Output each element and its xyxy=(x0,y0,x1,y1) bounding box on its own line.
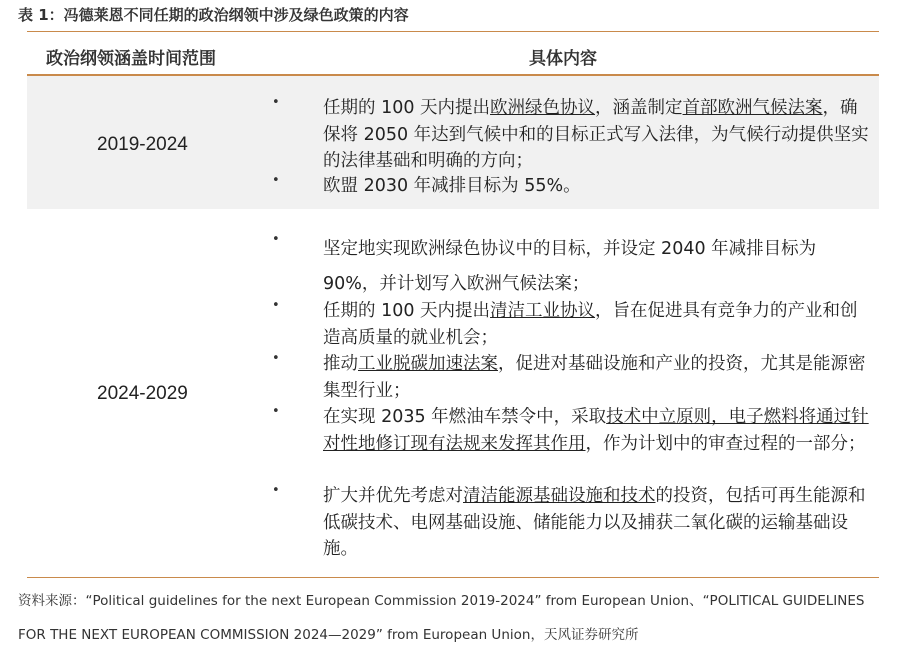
bullet: • xyxy=(272,351,280,366)
table-caption: 表 1：冯德莱恩不同任期的政治纲领中涉及绿色政策的内容 xyxy=(18,6,409,24)
bottom-rule xyxy=(27,577,879,578)
underlined-term: 工业脱碳加速法案 xyxy=(358,354,498,374)
row-period-2019: 2019-2024 xyxy=(97,134,188,155)
item-text: 欧盟 2030 年减排目标为 55%。 xyxy=(323,176,581,196)
source-note-line-1: 资料来源：“Political guidelines for the next European Commission 2019-2024” from European Union、“POLITICAL GUIDELINES xyxy=(18,593,865,609)
underlined-term: 清洁能源基础设施和技术 xyxy=(463,486,656,506)
header-content: 具体内容 xyxy=(529,49,597,69)
item-text: 推动工业脱碳加速法案，促进对基础设施和产业的投资，尤其是能源密集型行业； xyxy=(323,354,866,401)
bullet: • xyxy=(272,298,280,313)
header-period: 政治纲领涵盖时间范围 xyxy=(46,49,216,69)
bullet: • xyxy=(272,483,280,498)
item-text: 坚定地实现欧洲绿色协议中的目标，并设定 2040 年减排目标为 90%，并计划写入欧洲气候法案； xyxy=(323,239,817,294)
top-rule xyxy=(27,31,879,32)
bullet: • xyxy=(272,173,280,188)
underlined-term: 清洁工业协议 xyxy=(490,301,596,321)
source-note-line-2: FOR THE NEXT EUROPEAN COMMISSION 2024—2029” from European Union，天风证券研究所 xyxy=(18,627,639,643)
bullet: • xyxy=(272,232,280,247)
bullet: • xyxy=(272,404,280,419)
item-text: 任期的 100 天内提出欧洲绿色协议，涵盖制定首部欧洲气候法案，确保将 2050 年达到气候中和的目标正式写入法律，为气候行动提供坚实的法律基础和明确的方向； xyxy=(323,98,869,171)
item-text: 在实现 2035 年燃油车禁令中，采取技术中立原则，电子燃料将通过针对性地修订现有法规来发挥其作用，作为计划中的审查过程的一部分； xyxy=(323,407,869,454)
bullet: • xyxy=(272,95,280,110)
item-text: 扩大并优先考虑对清洁能源基础设施和技术的投资，包括可再生能源和低碳技术、电网基础设施、储能能力以及捕获二氧化碳的运输基础设施。 xyxy=(323,486,866,559)
underlined-term: 首部欧洲气候法案 xyxy=(682,98,823,118)
row-period-2024: 2024-2029 xyxy=(97,383,188,404)
item-text: 任期的 100 天内提出清洁工业协议，旨在促进具有竞争力的产业和创造高质量的就业机会； xyxy=(323,301,858,348)
underlined-term: 欧洲绿色协议 xyxy=(490,98,596,118)
underlined-term: 技术中立原则，电子燃料将通过针对性地修订现有法规来发挥其作用 xyxy=(323,407,869,454)
